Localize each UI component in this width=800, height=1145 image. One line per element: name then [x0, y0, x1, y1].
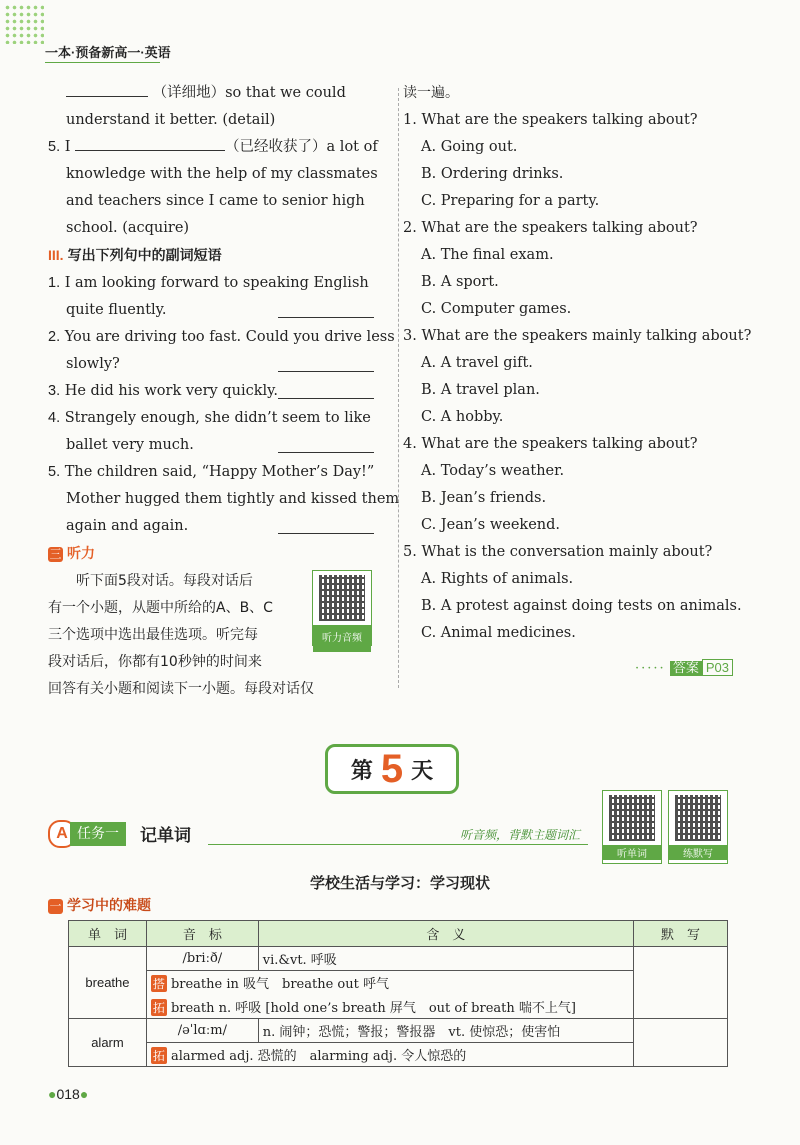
topic-title: 学校生活与学习：学习现状	[309, 874, 490, 892]
qr-pattern-icon	[609, 795, 655, 841]
meaning-cell: n. 闹钟；恐慌；警报；警报器 vt. 使惊恐；使害怕	[258, 1019, 633, 1043]
dictation-cell[interactable]	[634, 1019, 728, 1067]
task-name: 任务一	[70, 822, 126, 846]
adverb-item-3: 3. He did his work very quickly.	[48, 378, 374, 405]
answer-option[interactable]: C. Computer games.	[421, 301, 572, 317]
ex2-item5-line2: knowledge with the help of my classmates	[66, 166, 378, 182]
adverb-item-5-line2: Mother hugged them tightly and kissed them	[66, 491, 400, 507]
task-bar	[48, 820, 588, 846]
answer-option[interactable]: A. Rights of animals.	[421, 571, 574, 587]
listening-instructions: 听下面5段对话。每段对话后 有一个小题，从题中所给的A、B、C 三个选项中选出最佳选项。听完每 段对话后，你都有10秒钟的时间来 回答有关小题和阅读下一小题。每段对话仅 听力音频	[48, 568, 374, 703]
column-divider	[398, 88, 399, 688]
adverb-item-5-line3: again and again.	[48, 513, 374, 540]
qr-label: 听力音频	[313, 625, 371, 652]
answer-option[interactable]: C. Preparing for a party.	[421, 193, 600, 209]
qr-pattern-icon	[319, 575, 365, 621]
answer-option[interactable]: B. Ordering drinks.	[421, 166, 564, 182]
answer-option[interactable]: B. A sport.	[421, 274, 499, 290]
adverb-item-4-line2: ballet very much.	[48, 432, 374, 459]
answer-blank[interactable]	[75, 136, 225, 151]
answer-blank[interactable]	[278, 398, 374, 399]
phonetic-cell: /briːð/	[146, 947, 258, 971]
question-list	[403, 107, 752, 647]
header-rule	[45, 62, 160, 63]
corner-dots	[4, 4, 44, 44]
ex2-line2: understand it better. (detail)	[66, 112, 276, 128]
listening-heading: 三 听力	[49, 545, 95, 561]
collocation-cell: 搭 breathe in 吸气 breathe out 呼气	[146, 971, 633, 995]
adverb-item-1-line2: quite fluently.	[48, 297, 374, 324]
question-stem: 3. What are the speakers mainly talking about?	[403, 328, 752, 344]
col-header-meaning: 含 义	[258, 921, 633, 947]
col-header-word: 单 词	[69, 921, 147, 947]
answer-ref: ····· 答案 P03	[403, 657, 733, 676]
subsection-heading: 一 学习中的难题	[49, 898, 151, 914]
dictation-cell[interactable]	[634, 947, 728, 1019]
ex2-item5-line3: and teachers since I came to senior high	[66, 193, 365, 209]
answer-option[interactable]: C. Animal medicines.	[421, 625, 576, 641]
answer-blank[interactable]	[278, 317, 374, 318]
day-banner: 第 5 天	[325, 744, 459, 794]
answer-blank[interactable]	[66, 82, 148, 97]
meaning-cell: vi.&vt. 呼吸	[258, 947, 633, 971]
answer-option[interactable]: B. A travel plan.	[421, 382, 540, 398]
answer-option[interactable]: A. Going out.	[421, 139, 518, 155]
continued-text: 读一遍。	[403, 85, 459, 101]
answer-blank[interactable]	[278, 533, 374, 534]
task-title: 记单词	[140, 826, 191, 846]
col-header-phonetic: 音 标	[146, 921, 258, 947]
answer-option[interactable]: A. The final exam.	[421, 247, 554, 263]
adverb-item-1: 1. I am looking forward to speaking English	[48, 275, 369, 291]
dictation-qr[interactable]	[668, 790, 728, 864]
answer-blank[interactable]	[278, 371, 374, 372]
qr-label: 听单词	[603, 845, 661, 860]
adverb-item-2: 2. You are driving too fast. Could you drive less	[48, 329, 395, 345]
answer-option[interactable]: A. Today’s weather.	[421, 463, 565, 479]
page-number: ●018●	[48, 1086, 89, 1102]
right-column	[403, 80, 752, 676]
answer-option[interactable]: C. A hobby.	[421, 409, 504, 425]
adverb-item-2-line2: slowly?	[48, 351, 374, 378]
word-cell: alarm	[69, 1019, 147, 1067]
running-header: 一本·预备新高一·英语	[45, 45, 171, 60]
ex2-item5-line4: school. (acquire)	[66, 220, 190, 236]
extension-cell: 拓 breath n. 呼吸 [hold one’s breath 屏气 out of breath 喘不上气]	[146, 995, 633, 1019]
qr-label: 练默写	[669, 845, 727, 860]
listening-qr-code[interactable]	[312, 570, 372, 646]
answer-option[interactable]: A. A travel gift.	[421, 355, 533, 371]
question-stem: 5. What is the conversation mainly about?	[403, 544, 713, 560]
question-stem: 4. What are the speakers talking about?	[403, 436, 698, 452]
phonetic-cell: /əˈlɑːm/	[146, 1019, 258, 1043]
question-stem: 1. What are the speakers talking about?	[403, 112, 698, 128]
adverb-item-5: 5. The children said, “Happy Mother’s Day!”	[48, 464, 375, 480]
task-slogan: 听音频，背默主题词汇	[459, 828, 580, 842]
ex2-hint: （详细地）so that we could	[152, 85, 346, 101]
vocab-table	[68, 920, 728, 1067]
left-column	[48, 80, 400, 703]
word-cell: breathe	[69, 947, 147, 1019]
answer-blank[interactable]	[278, 452, 374, 453]
section3-heading: III. 写出下列句中的副词短语	[48, 247, 222, 263]
task-letter: A	[48, 820, 76, 848]
answer-option[interactable]: C. Jean’s weekend.	[421, 517, 561, 533]
col-header-dictation: 默 写	[634, 921, 728, 947]
adverb-item-4: 4. Strangely enough, she didn’t seem to like	[48, 410, 371, 426]
extension-cell: 拓 alarmed adj. 恐慌的 alarming adj. 令人惊恐的	[146, 1043, 633, 1067]
question-stem: 2. What are the speakers talking about?	[403, 220, 698, 236]
qr-pattern-icon	[675, 795, 721, 841]
ex2-item5: 5. I （已经收获了）a lot of	[48, 134, 374, 161]
listen-words-qr[interactable]	[602, 790, 662, 864]
answer-option[interactable]: B. A protest against doing tests on animals.	[421, 598, 742, 614]
answer-option[interactable]: B. Jean’s friends.	[421, 490, 547, 506]
